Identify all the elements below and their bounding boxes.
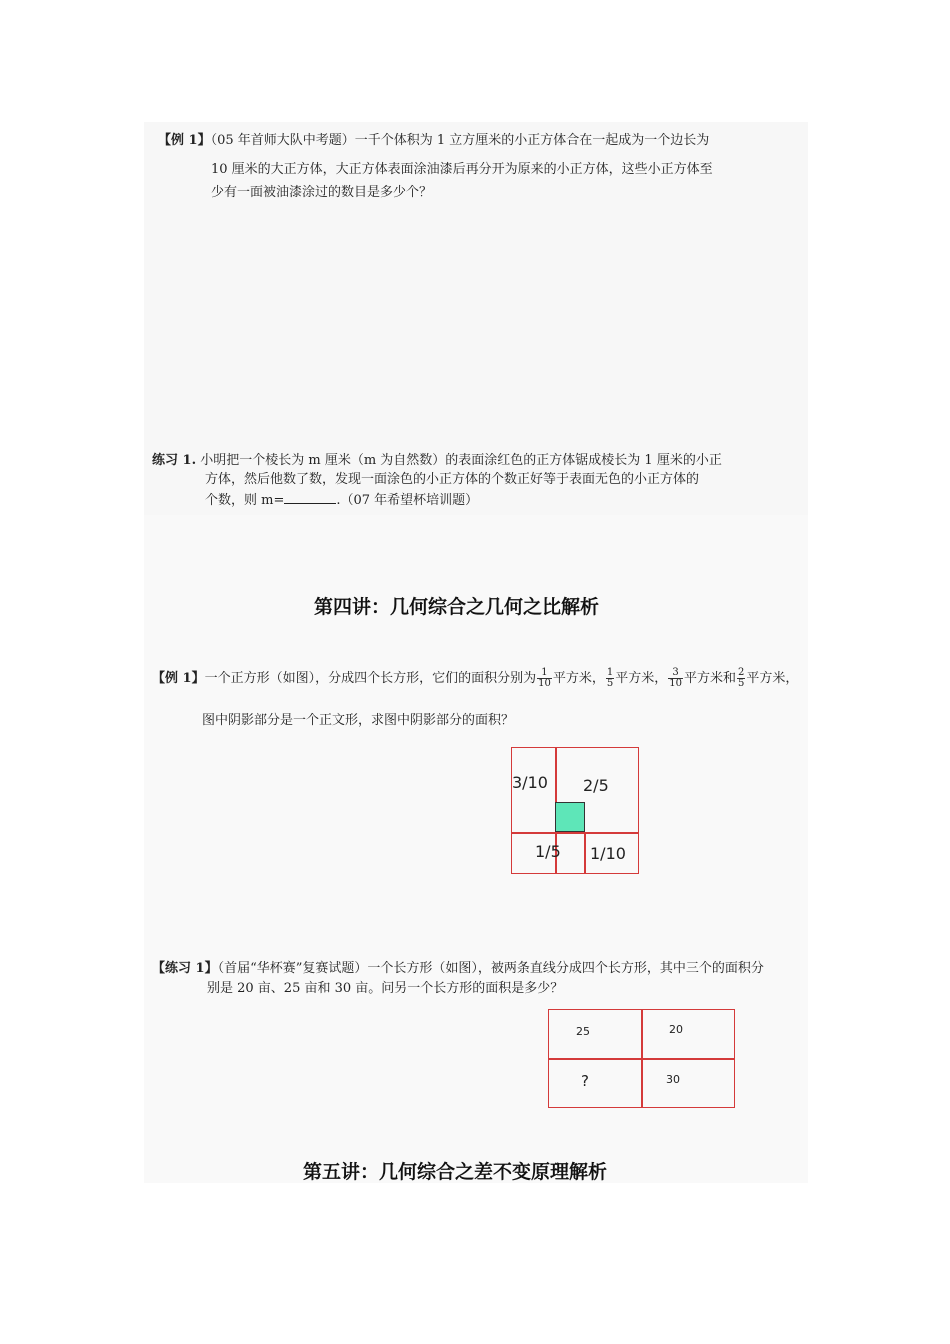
example2-marker: 【例 1】 <box>152 671 205 686</box>
example1-line2: 10 厘米的大正方体，大正方体表面涂油漆后再分开为原来的小正方体，这些小正方体至 <box>211 162 713 177</box>
practice1-text-line3a: 个数，则 m= <box>205 493 285 508</box>
practice2-line1 <box>152 958 764 980</box>
example1-text-line1: （05 年首师大队中考题）一千个体积为 1 立方厘米的小正方体合在一起成为一个边长为 <box>210 133 710 148</box>
example1-marker: 【例 1】 <box>158 133 211 148</box>
grid-label-25: 25 <box>576 1025 590 1038</box>
practice2-line2: 别是 20 亩、25 亩和 30 亩。问另一个长方形的面积是多少？ <box>207 981 564 996</box>
fraction-1-5: $\frac{1}{5}$ <box>606 667 614 689</box>
example2-line2: 图中阴影部分是一个正文形，求图中阴影部分的面积？ <box>202 713 515 728</box>
practice1-line3 <box>205 490 478 512</box>
lecture4-title: 第四讲：几何综合之几何之比解析 <box>314 596 600 618</box>
fraction-1-10: $\frac{1}{10}$ <box>538 667 551 689</box>
answer-blank <box>284 491 336 504</box>
vertical-divider-bottom <box>584 832 586 874</box>
unit-3: 平方米和 <box>683 671 736 686</box>
grid-label-20: 20 <box>669 1023 683 1036</box>
practice2-text-line1: （首届“华杯赛”复赛试题）一个长方形（如图），被两条直线分成四个长方形，其中三个的面积分 <box>217 961 764 976</box>
practice1-text-line3b: .（07 年希望杯培训题） <box>336 493 479 508</box>
practice1-text-line1: 小明把一个棱长为 m 厘米（m 为自然数）的表面涂红色的正方体锯成棱长为 1 厘米的小正 <box>200 453 722 468</box>
grid-label-30: 30 <box>666 1073 680 1086</box>
label-1-10: 1/10 <box>590 844 626 863</box>
label-3-10: 3/10 <box>512 773 548 792</box>
example2-line1 <box>152 668 798 690</box>
example1-line3: 少有一面被油漆涂过的数目是多少个？ <box>211 185 433 200</box>
unit-4: 平方米， <box>746 671 799 686</box>
shaded-square <box>555 802 585 832</box>
unit-1: 平方米， <box>552 671 605 686</box>
label-2-5: 2/5 <box>583 776 609 795</box>
example2-text-a: 一个正方形（如图），分成四个长方形，它们的面积分别为 <box>204 671 537 686</box>
grid-label-unknown: ? <box>581 1072 589 1090</box>
practice2-marker: 【练习 1】 <box>152 961 218 976</box>
label-1-5: 1/5 <box>535 842 561 861</box>
fraction-3-10: $\frac{3}{10}$ <box>669 667 682 689</box>
example1-line1 <box>158 130 709 152</box>
unit-2: 平方米， <box>615 671 668 686</box>
fraction-2-5: $\frac{2}{5}$ <box>737 667 745 689</box>
horizontal-divider <box>511 832 639 834</box>
rect-horizontal-divider <box>548 1058 735 1060</box>
practice1-line2: 方体，然后他数了数，发现一面涂色的小正方体的个数正好等于表面无色的小正方体的 <box>205 472 700 487</box>
lecture5-title: 第五讲：几何综合之差不变原理解析 <box>303 1161 608 1183</box>
practice1-marker: 练习 1. <box>152 453 197 468</box>
